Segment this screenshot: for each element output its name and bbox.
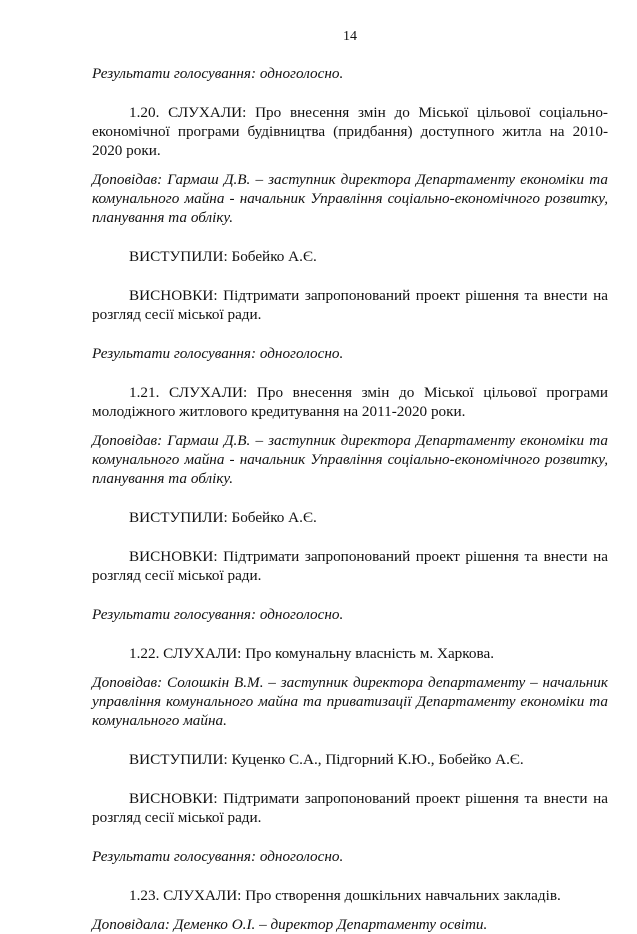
heard-1-20: 1.20. СЛУХАЛИ: Про внесення змін до Міської цільової соціально-економічної програми будівництва (придбання) доступного житла на 2010-2020 роки. [92, 104, 608, 159]
spoke-1-20: ВИСТУПИЛИ: Бобейко А.Є. [129, 248, 317, 265]
voting-result-1-22: Результати голосування: одноголосно. [92, 848, 344, 865]
document-body [92, 64, 608, 934]
conclusions-1-20: ВИСНОВКИ: Підтримати запропонований проект рішення та внести на розгляд сесії міської ради. [92, 287, 608, 323]
page-number: 14 [343, 29, 357, 44]
conclusions-1-22: ВИСНОВКИ: Підтримати запропонований проект рішення та внести на розгляд сесії міської ради. [92, 790, 608, 826]
reporter-1-21: Доповідав: Гармаш Д.В. – заступник директора Департаменту економіки та комунального майна - начальник Управління соціально-економічного розвитку, планування та обліку. [92, 432, 608, 487]
heard-1-22: 1.22. СЛУХАЛИ: Про комунальну власність м. Харкова. [129, 645, 494, 662]
spoke-1-22: ВИСТУПИЛИ: Куценко С.А., Підгорний К.Ю., Бобейко А.Є. [129, 751, 524, 768]
spoke-1-21: ВИСТУПИЛИ: Бобейко А.Є. [129, 509, 317, 526]
heard-1-23: 1.23. СЛУХАЛИ: Про створення дошкільних навчальних закладів. [129, 887, 561, 904]
heard-1-21: 1.21. СЛУХАЛИ: Про внесення змін до Міської цільової програми молодіжного житлового кредитування на 2011-2020 роки. [92, 384, 608, 420]
voting-result-1-21: Результати голосування: одноголосно. [92, 606, 344, 623]
voting-result-prev: Результати голосування: одноголосно. [92, 65, 344, 82]
reporter-1-22: Доповідав: Солошкін В.М. – заступник директора департаменту – начальник управління комунального майна та приватизації Департаменту економіки та комунального майна. [92, 674, 608, 729]
voting-result-1-20: Результати голосування: одноголосно. [92, 345, 344, 362]
reporter-1-23: Доповідала: Деменко О.І. – директор Департаменту освіти. [92, 916, 488, 933]
conclusions-1-21: ВИСНОВКИ: Підтримати запропонований проект рішення та внести на розгляд сесії міської ради. [92, 548, 608, 584]
reporter-1-20: Доповідав: Гармаш Д.В. – заступник директора Департаменту економіки та комунального майна - начальник Управління соціально-економічного розвитку, планування та обліку. [92, 171, 608, 226]
